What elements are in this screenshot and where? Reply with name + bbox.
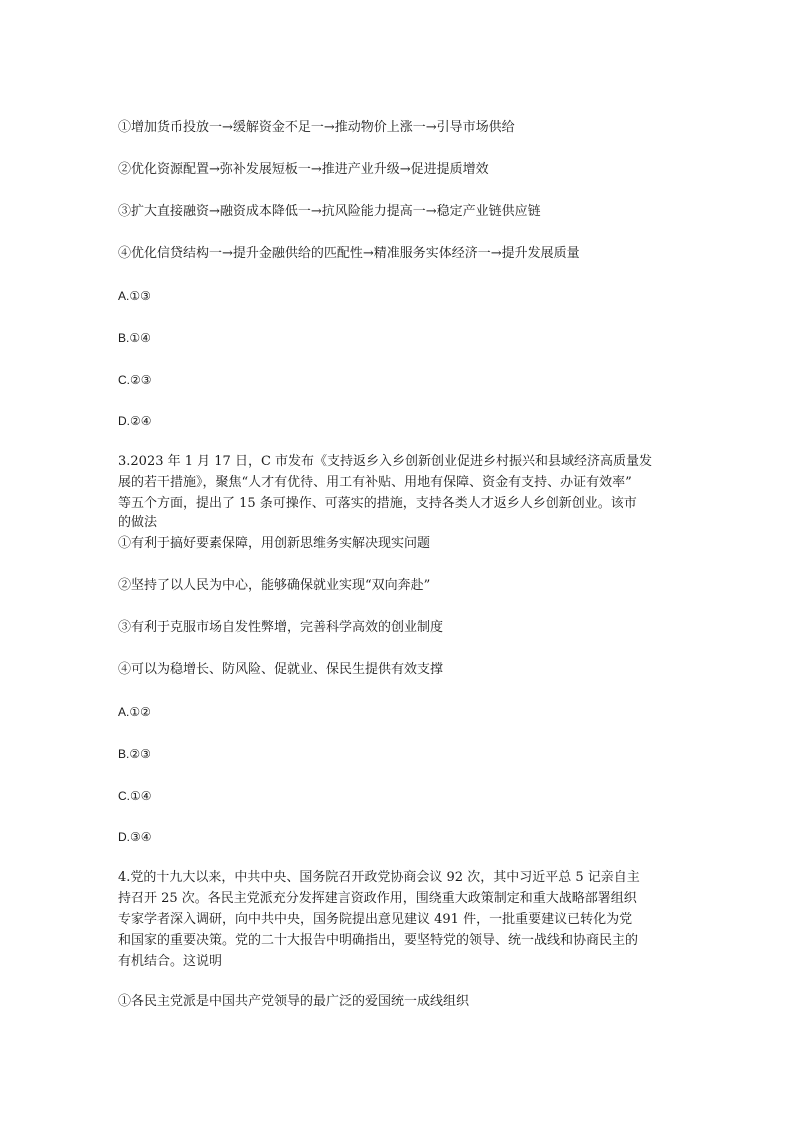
q3-statement-2: ②坚持了以人民为中心，能够确保就业实现“双向奔赴” [118,578,431,593]
q4-stem-line-3: 专家学者深入调研，向中共中央，国务院提出意见建议 491 件，一批重要建议已转化为党 [118,912,633,927]
q2-statement-1: ①增加货币投放一→缓解资金不足一→推动物价上涨一→引导市场供给 [118,120,515,135]
q3-stem-line-3: 等五个方面，提出了 15 条可操作、可落实的措施，支持各类人才返乡人乡创新创业。该市 [118,496,637,511]
q3-statement-3: ③有利于克服市场自发性弊增，完善科学高效的创业制度 [118,620,444,635]
q4-stem-line-5: 有机结合。这说明 [118,954,223,969]
q4-stem-line-1: 4.党的十九大以来，中共中央、国务院召开政党协商会议 92 次，其中习近平总 5 记亲自主 [118,870,640,885]
q2-statement-3: ③扩大直接融资→融资成本降低一→抗风险能力提高一→稳定产业链供应链 [118,204,541,219]
q2-statement-2: ②优化资源配置→弥补发展短板一→推进产业升级→促进提质增效 [118,162,489,177]
q3-stem-line-1: 3.2023 年 1 月 17 日，C 市发布《支持返乡入乡创新创业促进乡村振兴和县域经济高质量发 [118,454,653,469]
q2-option-c: C.②③ [118,373,152,387]
q2-statement-4: ④优化信贷结构一→提升金融供给的匹配性→精准服务实体经济一→提升发展质量 [118,246,580,261]
q4-stem-line-2: 持召开 25 次。各民主党派充分发挥建言资政作用，围绕重大政策制定和重大战略部署组织 [118,891,637,906]
q2-option-d: D.②④ [118,414,152,428]
q2-option-b: B.①④ [118,331,151,345]
q3-stem-line-4: 的做法 [118,515,158,530]
q3-option-b: B.②③ [118,747,151,761]
q3-option-a: A.①② [118,705,151,719]
q4-statement-1: ①各民主党派是中国共产党领导的最广泛的爱国统一成线组织 [118,994,470,1009]
q3-statement-4: ④可以为稳增长、防风险、促就业、保民生提供有效支撑 [118,662,444,677]
q3-stem-line-2: 展的若干措施》，聚焦“人才有优待、用工有补贴、用地有保障、资金有支持、办证有效率” [118,475,632,490]
q3-option-d: D.③④ [118,830,152,844]
q3-statement-1: ①有利于搞好要素保障，用创新思维务实解决现实问题 [118,536,431,551]
q3-option-c: C.①④ [118,789,152,803]
q4-stem-line-4: 和国家的重要决策。党的二十大报告中明确指出，要坚特党的领导、统一战线和协商民主的 [118,933,639,948]
q2-option-a: A.①③ [118,289,151,303]
